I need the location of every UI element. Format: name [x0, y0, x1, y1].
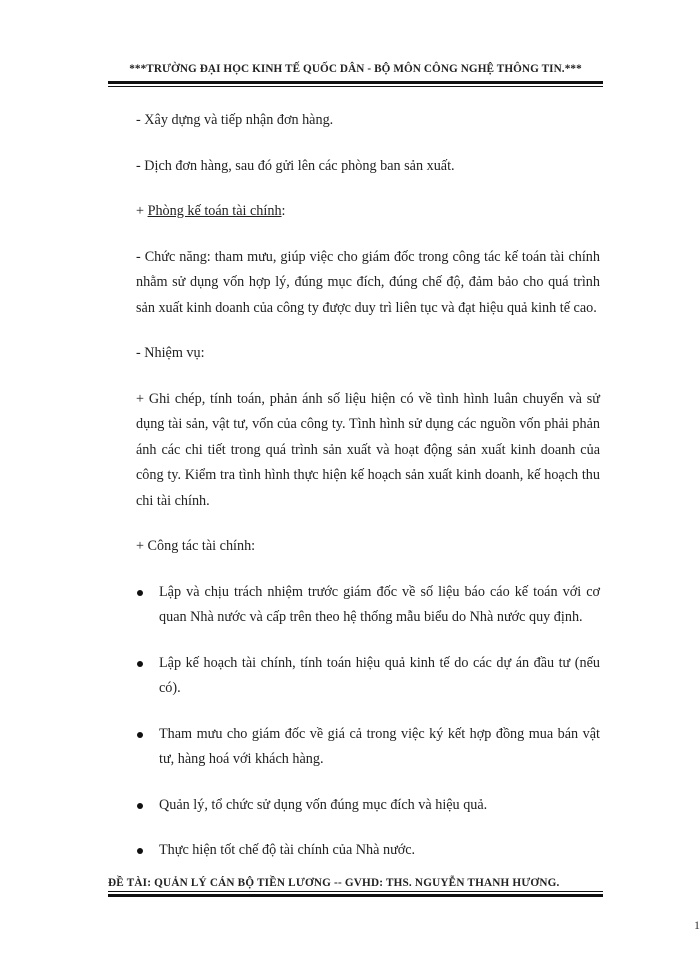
list-item — [136, 580, 600, 631]
list-item — [136, 722, 600, 773]
list-item — [136, 651, 600, 702]
header-rule-thick — [108, 81, 603, 84]
bullet-icon — [137, 732, 143, 738]
section-prefix: + — [136, 203, 148, 219]
list-item — [136, 838, 600, 864]
section-colon: : — [281, 203, 286, 219]
line-build-orders: - Xây dựng và tiếp nhận đơn hàng. — [136, 112, 334, 128]
bullet-icon — [137, 803, 143, 809]
duty-paragraph: + Ghi chép, tính toán, phản ánh số liệu hiện có về tình hình luân chuyển và sử dụng tài sản, vật tư, vốn của công ty. Tình hình sử dụng các nguồn vốn phải phản ánh các chi tiết trong quá trình sản xuất và hoạt động sản xuất kinh doanh của công ty. Kiểm tra tình hình thực hiện kế hoạch sản xuất kinh doanh, kế hoạch thu chi tài chính. — [136, 390, 600, 509]
list-item-text: Tham mưu cho giám đốc về giá cả trong việc ký kết hợp đồng mua bán vật tư, hàng hoá với khách hàng. — [159, 725, 600, 767]
line-translate-orders: - Dịch đơn hàng, sau đó gửi lên các phòng ban sản xuất. — [136, 157, 455, 174]
list-item-text: Lập kế hoạch tài chính, tính toán hiệu quả kinh tế do các dự án đầu tư (nếu có). — [159, 654, 600, 696]
footer-rule-thin — [108, 891, 603, 892]
finance-label: + Công tác tài chính: — [136, 538, 256, 554]
document-body — [136, 108, 600, 884]
footer-rule-thick — [108, 894, 603, 897]
bullet-icon — [137, 848, 143, 854]
section-heading — [136, 199, 600, 225]
bullet-icon — [137, 661, 143, 667]
list-item-text: Lập và chịu trách nhiệm trước giám đốc về số liệu báo cáo kế toán với cơ quan Nhà nước và cấp trên theo hệ thống mẫu biểu do Nhà nước quy định. — [159, 583, 600, 625]
page-header: ***TRƯỜNG ĐẠI HỌC KINH TẾ QUỐC DÂN - BỘ MÔN CÔNG NGHỆ THÔNG TIN.*** — [129, 63, 582, 75]
list-item — [136, 793, 600, 819]
page-footer: ĐỀ TÀI: QUẢN LÝ CÁN BỘ TIỀN LƯƠNG -- GVHD: THS. NGUYỄN THANH HƯƠNG. — [108, 877, 560, 889]
duty-label: - Nhiệm vụ: — [136, 345, 205, 361]
header-rule-thin — [108, 86, 603, 87]
list-item-text: Thực hiện tốt chế độ tài chính của Nhà nước. — [159, 842, 416, 858]
list-item-text: Quản lý, tổ chức sử dụng vốn đúng mục đích và hiệu quả. — [159, 796, 488, 813]
page-number: 1 — [694, 918, 700, 932]
finance-bullet-list — [136, 580, 600, 864]
function-paragraph: - Chức năng: tham mưu, giúp việc cho giám đốc trong công tác kế toán tài chính nhằm sử dụng vốn hợp lý, đúng mục đích, đúng chế độ, đảm bảo cho quá trình sản xuất kinh doanh của công ty được duy trì liên tục và đạt hiệu quả kinh tế cao. — [136, 248, 600, 316]
bullet-icon — [137, 590, 143, 596]
section-title: Phòng kế toán tài chính — [147, 203, 282, 219]
